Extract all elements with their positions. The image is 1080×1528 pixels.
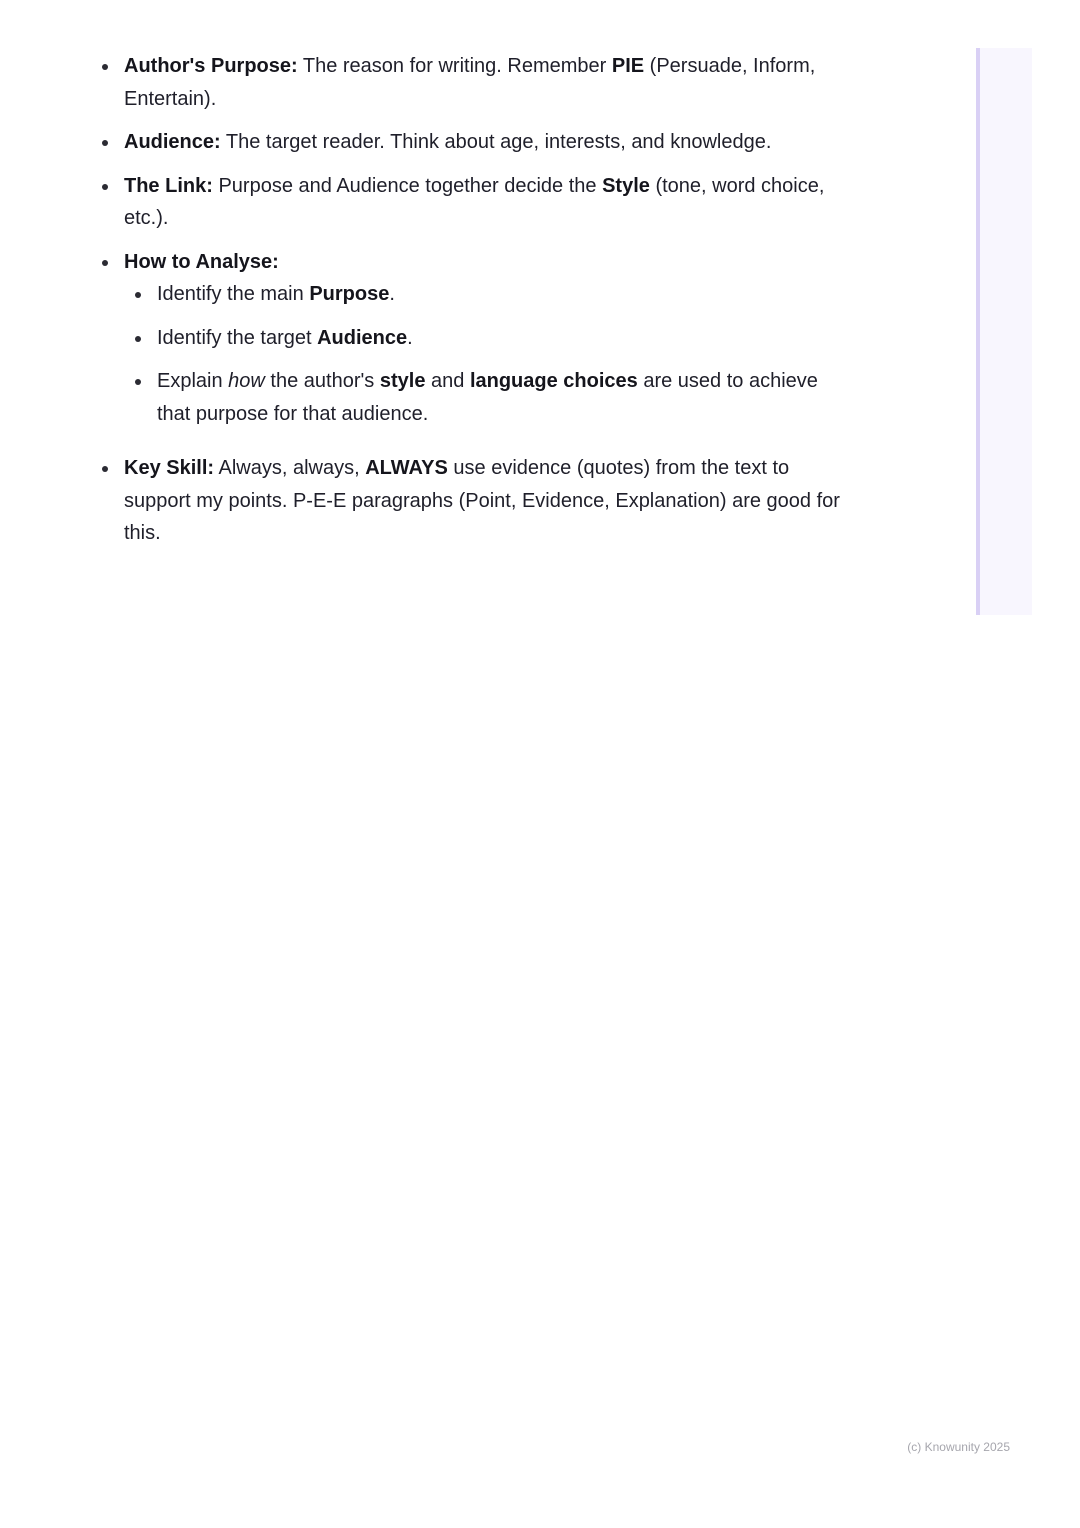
step-text: Identify the main bbox=[157, 283, 310, 305]
key-skill-label: Key Skill: bbox=[124, 457, 215, 479]
key-skill-text: Always, always, bbox=[214, 457, 366, 479]
step-text: the author's bbox=[264, 370, 380, 392]
analyse-steps bbox=[124, 278, 850, 430]
link-text-end: (tone, word choice, etc.). bbox=[124, 174, 825, 229]
author-purpose-label: Author's Purpose: bbox=[124, 55, 298, 77]
list-item-author-purpose bbox=[90, 50, 850, 115]
step-term: Audience bbox=[317, 326, 408, 349]
step-text: Explain bbox=[157, 370, 229, 392]
step-text: Identify the target bbox=[157, 326, 318, 349]
step-term: language choices bbox=[469, 370, 638, 392]
step-text: and bbox=[425, 370, 470, 392]
step-emphasis: how bbox=[228, 370, 265, 392]
side-note-panel bbox=[976, 48, 1032, 615]
list-item-analyse bbox=[90, 246, 850, 431]
audience-text: The target reader. Think about age, interests, and knowledge. bbox=[220, 131, 772, 153]
list-item-link bbox=[90, 170, 850, 235]
key-skill-text-end: use evidence (quotes) from the text to support my points. P-E-E paragraphs (Point, Evidence, Explanation) are good for this. bbox=[124, 457, 840, 544]
author-purpose-text: The reason for writing. Remember bbox=[297, 55, 612, 77]
style-term: Style bbox=[602, 174, 650, 197]
notes-list bbox=[90, 50, 850, 561]
step-text-end: . bbox=[407, 326, 413, 349]
pie-expansion: (Persuade, Inform, Entertain). bbox=[124, 55, 816, 110]
analyse-label: How to Analyse: bbox=[124, 250, 279, 273]
analyse-step bbox=[124, 278, 850, 311]
list-item-audience bbox=[90, 126, 850, 159]
analyse-step bbox=[124, 322, 850, 355]
link-label: The Link: bbox=[124, 174, 213, 197]
pie-term: PIE bbox=[611, 55, 645, 77]
link-text: Purpose and Audience together decide the bbox=[212, 174, 603, 197]
step-term: style bbox=[379, 370, 426, 392]
list-item-key-skill bbox=[90, 452, 850, 550]
step-text-end: . bbox=[389, 283, 395, 305]
always-term: ALWAYS bbox=[365, 457, 448, 479]
audience-label: Audience: bbox=[124, 131, 221, 153]
copyright-footer: (c) Knowunity 2025 bbox=[907, 1440, 1010, 1454]
step-text-end: are used to achieve that purpose for that audience. bbox=[157, 370, 818, 425]
step-term: Purpose bbox=[309, 283, 390, 305]
analyse-step bbox=[124, 365, 850, 430]
